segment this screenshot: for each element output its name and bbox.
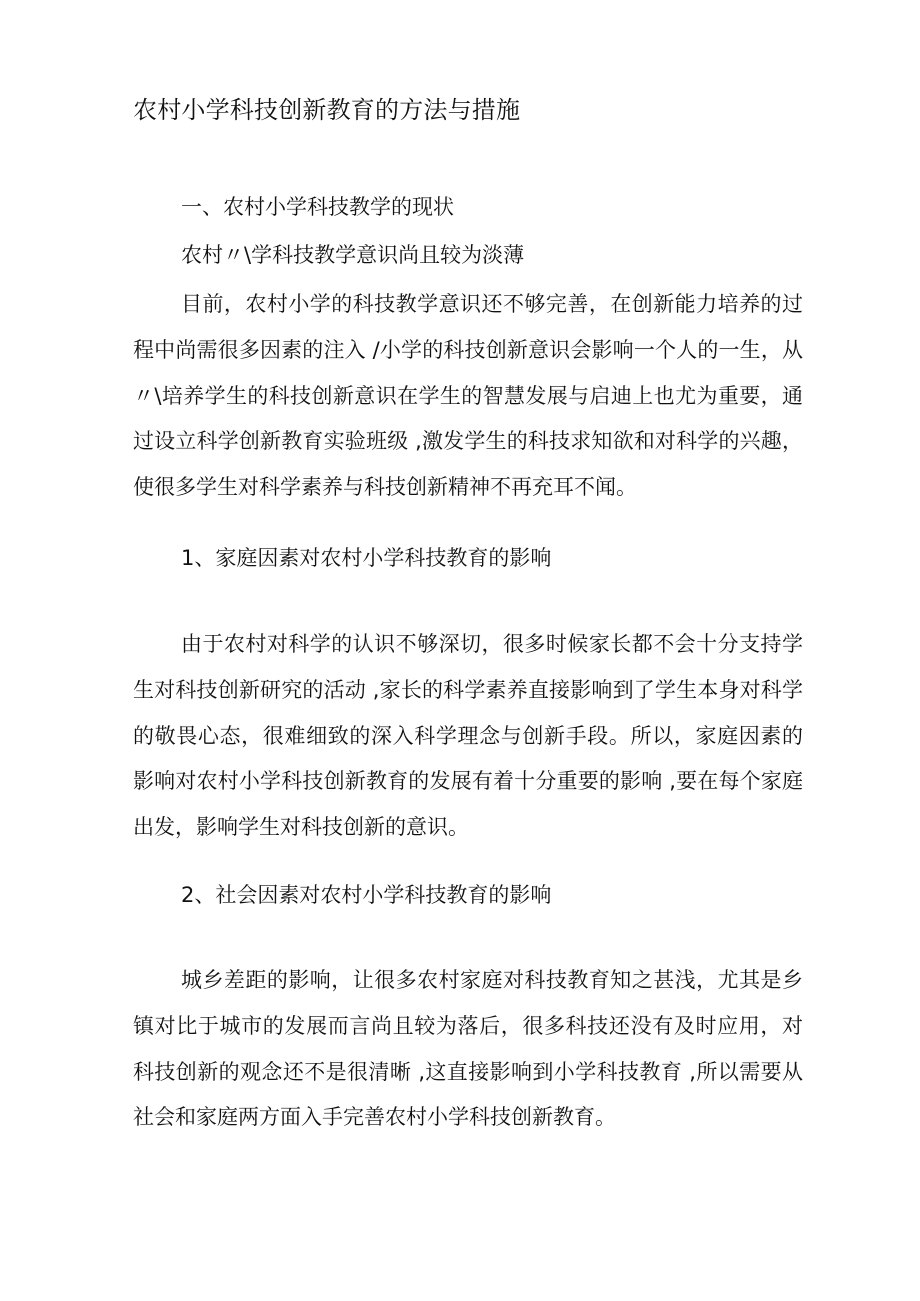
document-title: 农村小学科技创新教育的方法与措施	[133, 96, 521, 124]
paragraph-current-status: 目前，农村小学的科技教学意识还不够完善，在创新能力培养的过程中尚需很多因素的注入 /小学的科技创新意识会影响一个人的一生，从〃\培养学生的科技创新意识在学生的智慧发展与启迪上也尤为重要，通过设立科学创新教育实验班级 ,激发学生的科技求知欲和对科学的兴趣，使很多学生对科学素养与科技创新精神不再充耳不闻。	[133, 292, 803, 500]
paragraph-family-factors: 由于农村对科学的认识不够深切，很多时候家长都不会十分支持学生对科技创新研究的活动 ,家长的科学素养直接影响到了学生本身对科学的敬畏心态，很难细致的深入科学理念与创新手段。所以，家庭因素的影响对农村小学科技创新教育的发展有着十分重要的影响 ,要在每个家庭出发，影响学生对科技创新的意识。	[133, 632, 803, 840]
section-heading-family-factors: 1、家庭因素对农村小学科技教育的影响	[181, 546, 552, 570]
paragraph-social-factors: 城乡差距的影响，让很多农村家庭对科技教育知之甚浅，尤其是乡镇对比于城市的发展而言尚且较为落后，很多科技还没有及时应用，对科技创新的观念还不是很清晰 ,这直接影响到小学科技教育 ,所以需要从社会和家庭两方面入手完善农村小学科技创新教育。	[133, 968, 803, 1130]
subheading-awareness: 农村〃\学科技教学意识尚且较为淡薄	[181, 243, 525, 267]
section-heading-status: 一、农村小学科技教学的现状	[181, 195, 454, 219]
section-heading-social-factors: 2、社会因素对农村小学科技教育的影响	[181, 883, 552, 907]
